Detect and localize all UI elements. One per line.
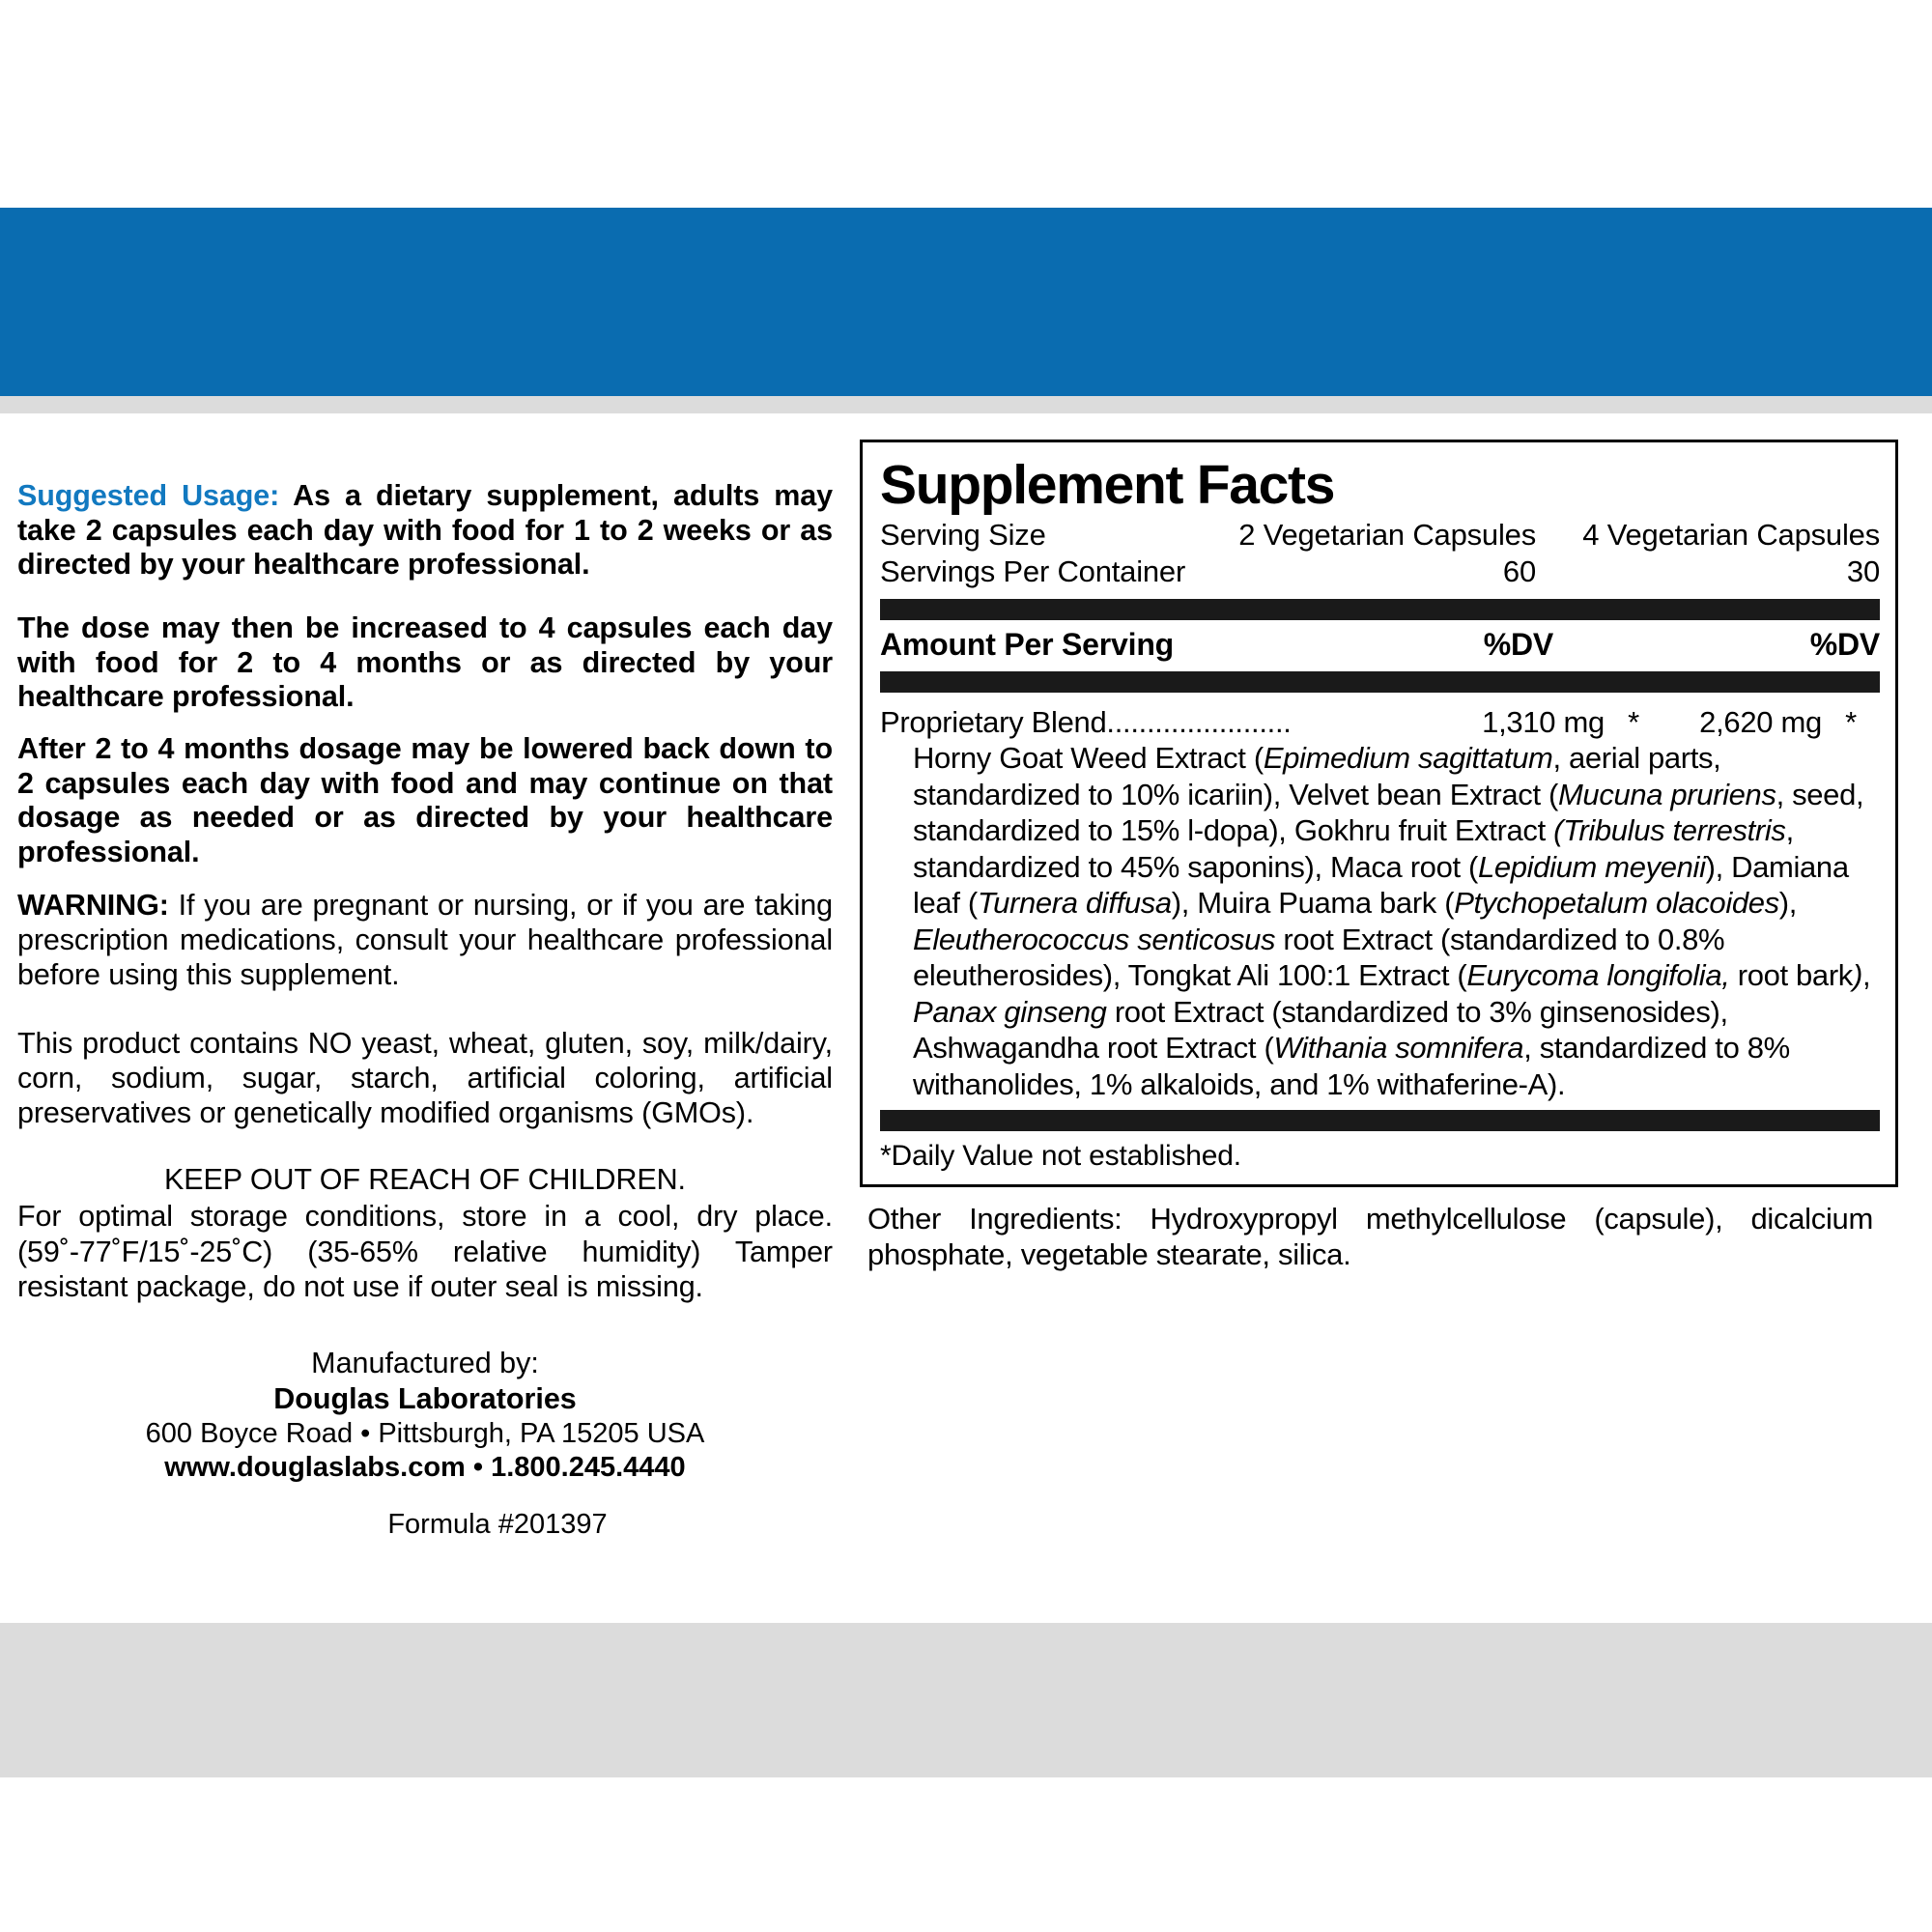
warning-paragraph [17,888,833,993]
serving-size-value-col2: 4 Vegetarian Capsules [1582,518,1880,552]
servings-per-container-value-col2: 30 [1846,554,1880,589]
blend-ingredient-list: Horny Goat Weed Extract (Epimedium sagittatum, aerial parts, standardized to 10% icariin), Velvet bean Extract (Mucuna pruriens, seed, standardized to 15% l-dopa), Gokhru fruit Extract (Tribulus terrestris, standardized to 45% saponins), Maca root (Lepidium meyenii), Damiana leaf (Turnera diffusa), Muira Puama bark (Ptychopetalum olacoides), Eleutherococcus senticosus root Extract (standardized to 0.8% eleutherosides), Tongkat Ali 100:1 Extract (Eurycoma longifolia, root bark), Panax ginseng root Extract (standardized to 3% ginsenosides), Ashwagandha root Extract (Withania somnifera, standardized to 8% withanolides, 1% alkaloids, and 1% withaferine-A). [913,741,1871,1101]
dose-lower-paragraph: After 2 to 4 months dosage may be lowered back down to 2 capsules each day with food and may continue on that dosage as needed or as directed by your healthcare professional. [17,732,833,869]
divider-bar-bottom [0,1623,1932,1777]
serving-size-row [880,517,1880,554]
rule-thick-second [880,671,1880,693]
rule-thick-top [880,599,1880,620]
servings-per-container-value-col1: 60 [1502,554,1536,589]
manufacturer-website-phone: www.douglaslabs.com • 1.800.245.4440 [164,1452,686,1484]
servings-per-container-row [880,554,1880,590]
usage-column [0,413,860,1541]
keep-out-of-reach-notice: KEEP OUT OF REACH OF CHILDREN. [164,1163,686,1197]
proprietary-blend-dv-col1: * [1628,704,1639,739]
other-ingredients: Other Ingredients: Hydroxypropyl methylcellulose (capsule), dicalcium phosphate, vegetable stearate, silica. [867,1202,1873,1272]
supplement-facts-column [860,413,1932,1272]
warning-label: WARNING: [17,888,169,922]
proprietary-blend-amount-col1: 1,310 mg [1482,704,1605,739]
formula-number: Formula #201397 [387,1509,608,1541]
label-body [0,413,1932,1623]
brand-banner-blue [0,208,1932,396]
free-from-paragraph: This product contains NO yeast, wheat, gluten, soy, milk/dairy, corn, sodium, sugar, starch, artificial coloring, artificial preservatives or genetically modified organisms (GMOs). [17,1026,833,1130]
proprietary-blend-row [880,693,1880,740]
amount-per-serving-header-row [880,620,1880,665]
supplement-facts-panel [860,440,1898,1187]
manufacturer-name: Douglas Laboratories [273,1382,577,1416]
divider-bar-top [0,396,1932,413]
dose-increase-paragraph: The dose may then be increased to 4 capsules each day with food for 2 to 4 months or as directed by your healthcare professional. [17,611,833,714]
rule-thick-bottom [880,1110,1880,1131]
manufacturer-block [17,1347,833,1484]
daily-value-note: *Daily Value not established. [880,1140,1241,1173]
servings-per-container-label: Servings Per Container [880,554,1186,589]
storage-instructions: For optimal storage conditions, store in a cool, dry place. (59˚-77˚F/15˚-25˚C) (35-65% relative humidity) Tamper resistant package, do not use if outer seal is missing. [17,1200,833,1303]
serving-size-label: Serving Size [880,518,1046,552]
serving-size-value-col1: 2 Vegetarian Capsules [1238,518,1536,552]
proprietary-blend-dv-col2: * [1845,704,1857,739]
amount-per-serving-label: Amount Per Serving [880,626,1175,662]
manufactured-by-label: Manufactured by: [311,1347,539,1380]
supplement-facts-title: Supplement Facts [880,454,1335,516]
suggested-usage-heading: Suggested Usage: [17,479,280,512]
warning-text: If you are pregnant or nursing, or if you are taking prescription medications, consult your healthcare professional before using this supplement. [17,888,833,992]
proprietary-blend-label: Proprietary Blend....................... [880,704,1292,739]
suggested-usage-paragraph [17,479,833,582]
dv-header-col2: %DV [1809,626,1880,662]
manufacturer-address: 600 Boyce Road • Pittsburgh, PA 15205 USA [145,1418,705,1450]
suggested-usage-text: As a dietary supplement, adults may take 2 capsules each day with food for 1 to 2 weeks or as directed by your healthcare professional. [17,479,833,582]
dv-header-col1: %DV [1483,626,1553,662]
proprietary-blend-amount-col2: 2,620 mg [1699,704,1822,739]
